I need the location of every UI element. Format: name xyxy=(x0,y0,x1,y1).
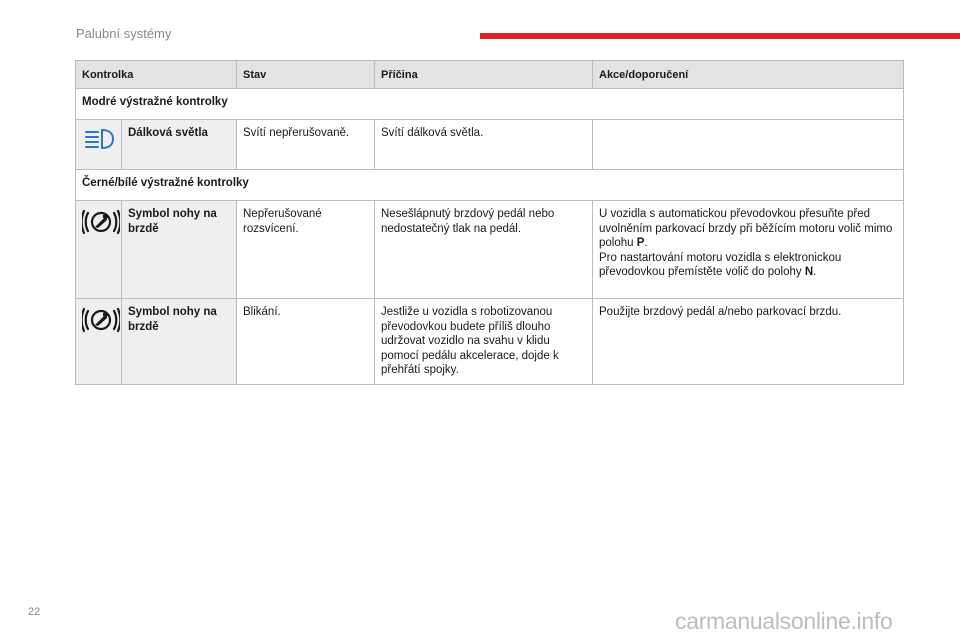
warning-icon-cell xyxy=(76,201,122,299)
gear-position-label: N xyxy=(804,266,814,278)
warning-cause: Nesešlápnutý brzdový pedál nebo nedostatečný tlak na pedál. xyxy=(375,201,593,299)
warning-cause: Jestliže u vozidla s robotizovanou převodovkou budete příliš dlouho udržovat vozidlo na svahu v klidu pomocí pedálu akcelerace, dojde k přehřátí spojky. xyxy=(375,299,593,385)
warning-icon-cell xyxy=(76,299,122,385)
column-header-akce: Akce/doporučení xyxy=(593,61,904,89)
table-row xyxy=(76,299,904,385)
warning-action xyxy=(593,120,904,170)
column-header-pricina: Příčina xyxy=(375,61,593,89)
warning-action: Použijte brzdový pedál a/nebo parkovací brzdu. xyxy=(593,299,904,385)
table-row xyxy=(76,120,904,170)
action-text: Pro nastartování motoru vozidla s elektronickou převodovkou přemístěte volič do polohy xyxy=(599,251,842,278)
action-text-end: . xyxy=(644,237,648,249)
high-beam-icon xyxy=(82,126,116,152)
foot-on-brake-icon xyxy=(82,305,120,335)
warning-state: Nepřerušované rozsvícení. xyxy=(237,201,375,299)
header-accent-bar xyxy=(480,33,960,39)
watermark-text: carmanualsonline.info xyxy=(675,608,893,634)
warning-name: Dálková světla xyxy=(122,120,237,170)
table-row xyxy=(76,201,904,299)
foot-on-brake-icon xyxy=(82,207,120,237)
column-header-kontrolka: Kontrolka xyxy=(76,61,237,89)
warning-state: Svítí nepřerušovaně. xyxy=(237,120,375,170)
section-title-blue: Modré výstražné kontrolky xyxy=(76,89,904,120)
warning-lights-table xyxy=(75,60,904,385)
action-text-end: . xyxy=(813,266,817,278)
section-title-black-white: Černé/bílé výstražné kontrolky xyxy=(76,170,904,201)
warning-cause: Svítí dálková světla. xyxy=(375,120,593,170)
warning-name: Symbol nohy na brzdě xyxy=(122,299,237,385)
column-header-stav: Stav xyxy=(237,61,375,89)
warning-action xyxy=(593,201,904,299)
section-row-blue xyxy=(76,89,904,120)
page-number: 22 xyxy=(28,606,41,618)
warning-name: Symbol nohy na brzdě xyxy=(122,201,237,299)
warning-icon-cell xyxy=(76,120,122,170)
section-row-black-white xyxy=(76,170,904,201)
section-header-title: Palubní systémy xyxy=(76,26,172,41)
table-header-row xyxy=(76,61,904,89)
warning-state: Blikání. xyxy=(237,299,375,385)
action-text: U vozidla s automatickou převodovkou přesuňte před uvolněním parkovací brzdy při běžícím motoru volič mimo polohu xyxy=(599,208,893,249)
gear-position-label: P xyxy=(636,237,645,249)
